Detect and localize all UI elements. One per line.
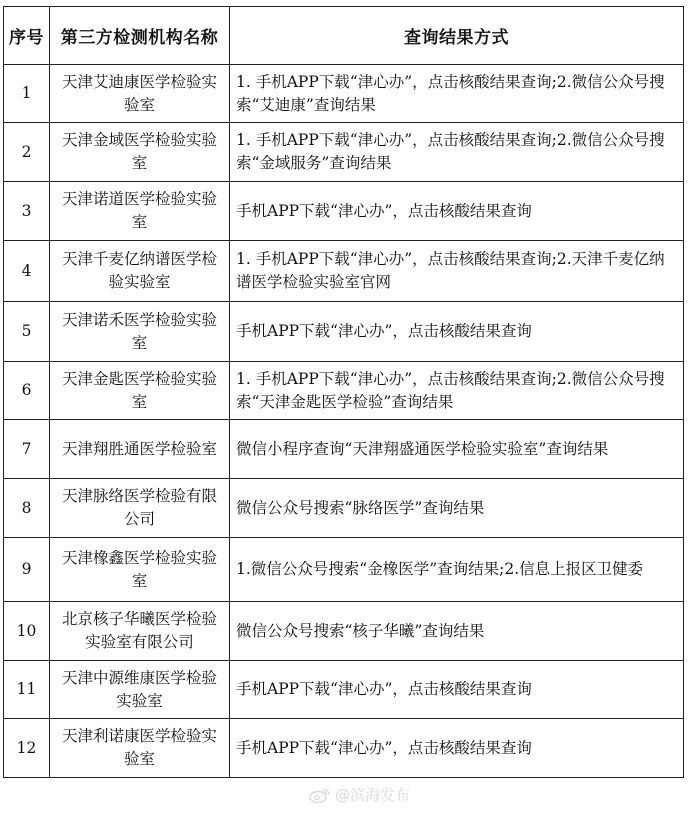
table-row	[4, 661, 684, 719]
row-number: 5	[4, 302, 50, 362]
agency-name: 天津脉络医学检验有限公司	[50, 479, 230, 538]
row-number: 9	[4, 538, 50, 602]
table-row	[4, 479, 684, 538]
table-row	[4, 420, 684, 479]
agency-name: 天津金匙医学检验实验室	[50, 362, 230, 420]
row-number: 10	[4, 602, 50, 661]
table-row	[4, 241, 684, 302]
row-number: 2	[4, 123, 50, 182]
agency-name: 天津艾迪康医学检验实验室	[50, 65, 230, 123]
query-method: 1. 手机APP下载“津心办”，点击核酸结果查询;2.微信公众号搜索“金域服务”查询结果	[230, 123, 684, 182]
table-row	[4, 182, 684, 241]
header-method: 查询结果方式	[230, 7, 684, 65]
agency-name: 天津金域医学检验实验室	[50, 123, 230, 182]
query-method: 微信公众号搜索“核子华曦”查询结果	[230, 602, 684, 661]
table-row	[4, 602, 684, 661]
agency-name: 天津利诺康医学检验实验室	[50, 719, 230, 778]
query-method: 微信小程序查询“天津翔盛通医学检验实验室”查询结果	[230, 420, 684, 479]
query-method: 1. 手机APP下载“津心办”，点击核酸结果查询;2.微信公众号搜索“艾迪康”查询结果	[230, 65, 684, 123]
table-row	[4, 123, 684, 182]
row-number: 12	[4, 719, 50, 778]
query-method: 手机APP下载“津心办”，点击核酸结果查询	[230, 302, 684, 362]
table-row	[4, 362, 684, 420]
query-method: 微信公众号搜索“脉络医学”查询结果	[230, 479, 684, 538]
query-method: 1. 手机APP下载“津心办”，点击核酸结果查询;2.微信公众号搜索“天津金匙医学检验”查询结果	[230, 362, 684, 420]
row-number: 1	[4, 65, 50, 123]
agency-name: 天津翔胜通医学检验室	[50, 420, 230, 479]
query-method: 1.微信公众号搜索“金橡医学”查询结果;2.信息上报区卫健委	[230, 538, 684, 602]
agency-name: 天津橡鑫医学检验实验室	[50, 538, 230, 602]
agency-name: 天津诺道医学检验实验室	[50, 182, 230, 241]
agency-name: 天津千麦亿纳谱医学检验实验室	[50, 241, 230, 302]
query-method: 手机APP下载“津心办”，点击核酸结果查询	[230, 661, 684, 719]
testing-agencies-table	[3, 6, 684, 778]
watermark	[309, 784, 410, 805]
query-method: 手机APP下载“津心办”，点击核酸结果查询	[230, 182, 684, 241]
row-number: 6	[4, 362, 50, 420]
row-number: 7	[4, 420, 50, 479]
row-number: 3	[4, 182, 50, 241]
agency-name: 天津中源维康医学检验实验室	[50, 661, 230, 719]
agency-name: 天津诺禾医学检验实验室	[50, 302, 230, 362]
query-method: 手机APP下载“津心办”，点击核酸结果查询	[230, 719, 684, 778]
query-method: 1. 手机APP下载“津心办”，点击核酸结果查询;2.天津千麦亿纳谱医学检验实验室官网	[230, 241, 684, 302]
table-row	[4, 538, 684, 602]
watermark-text: @滨海发布	[334, 786, 410, 804]
header-row	[4, 7, 684, 65]
agency-name: 北京核子华曦医学检验实验室有限公司	[50, 602, 230, 661]
row-number: 11	[4, 661, 50, 719]
weibo-icon	[309, 787, 331, 803]
row-number: 4	[4, 241, 50, 302]
header-name: 第三方检测机构名称	[50, 7, 230, 65]
table-row	[4, 719, 684, 778]
row-number: 8	[4, 479, 50, 538]
table-row	[4, 302, 684, 362]
header-no: 序号	[4, 7, 50, 65]
table-row	[4, 65, 684, 123]
